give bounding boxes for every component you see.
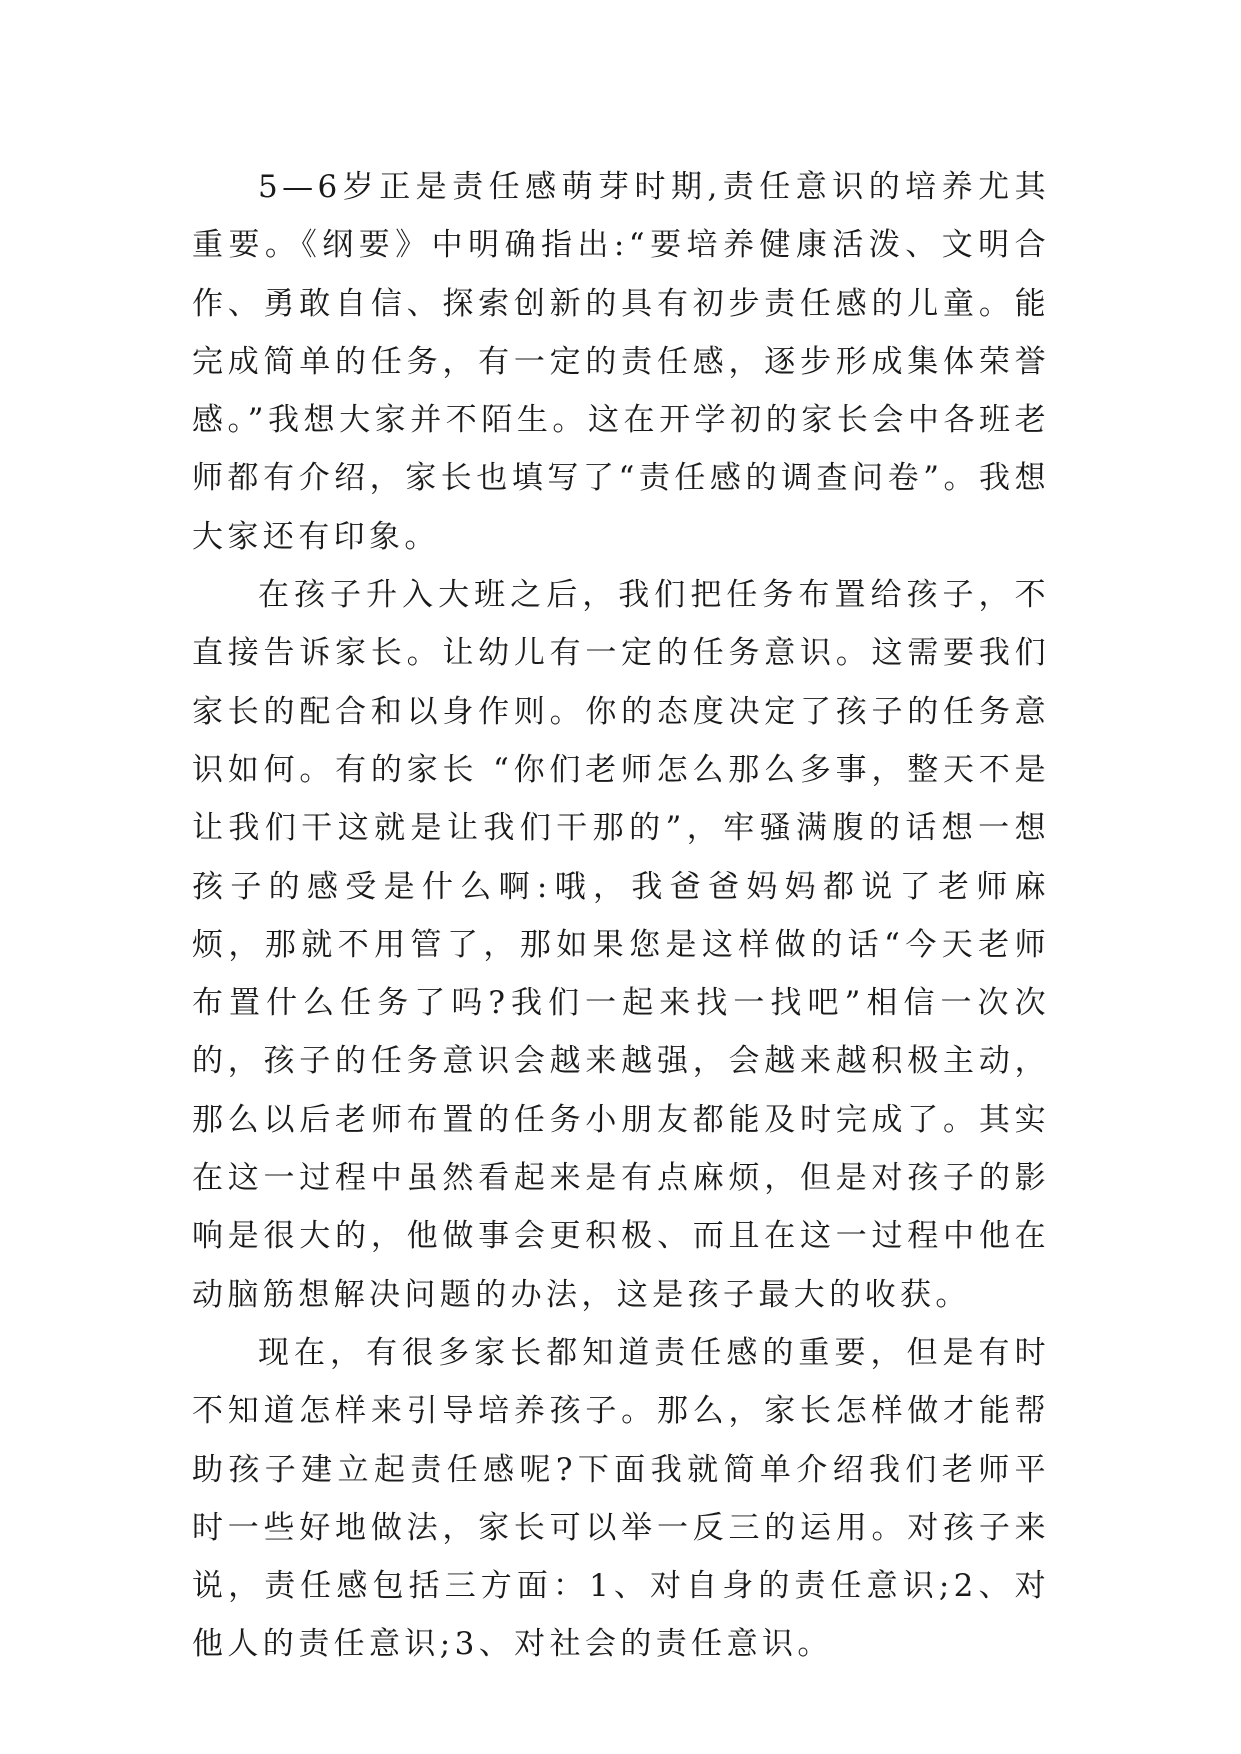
paragraph-3: 现在，有很多家长都知道责任感的重要，但是有时不知道怎样来引导培养孩子。那么，家长怎样做才能帮助孩子建立起责任感呢?下面我就简单介绍我们老师平时一些好地做法，家长可以举一反三的运用。对孩子来说，责任感包括三方面：1、对自身的责任意识;2、对他人的责任意识;3、对社会的责任意识。 [192, 1334, 1050, 1663]
paragraph-1: 5—6岁正是责任感萌芽时期,责任意识的培养尤其重要。《纲要》中明确指出:“要培养健康活泼、文明合作、勇敢自信、探索创新的具有初步责任感的儿童。能完成简单的任务，有一定的责任感，逐步形成集体荣誉感。”我想大家并不陌生。这在开学初的家长会中各班老师都有介绍，家长也填写了“责任感的调查问卷”。我想大家还有印象。 [192, 169, 1050, 555]
paragraph-2: 在孩子升入大班之后，我们把任务布置给孩子，不直接告诉家长。让幼儿有一定的任务意识。这需要我们家长的配合和以身作则。你的态度决定了孩子的任务意识如何。有的家长 “你们老师怎么那么多事，整天不是让我们干这就是让我们干那的”，牢骚满腹的话想一想孩子的感受是什么啊:哦，我爸爸妈妈都说了老师麻烦，那就不用管了，那如果您是这样做的话“今天老师布置什么任务了吗?我们一起来找一找吧”相信一次次的，孩子的任务意识会越来越强，会越来越积极主动，那么以后老师布置的任务小朋友都能及时完成了。其实在这一过程中虽然看起来是有点麻烦，但是对孩子的影响是很大的，他做事会更积极、而且在这一过程中他在动脑筋想解决问题的办法，这是孩子最大的收获。 [192, 577, 1050, 1313]
document-body [192, 158, 1050, 1674]
